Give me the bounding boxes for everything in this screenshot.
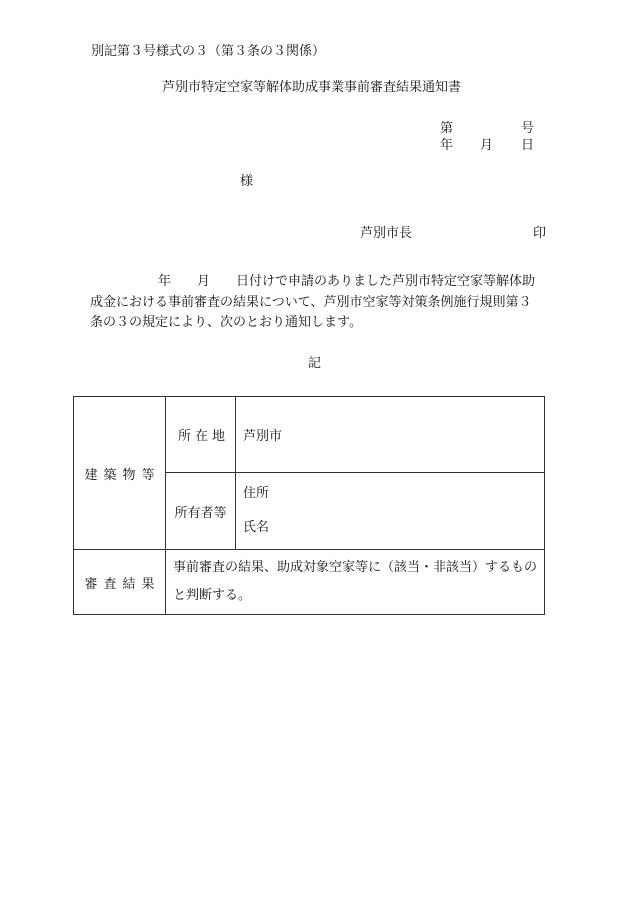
owner-details-cell: [236, 473, 545, 550]
result-text-cell: [166, 550, 545, 615]
form-table: [73, 396, 545, 615]
owner-address-label: 住所: [243, 486, 270, 501]
date-day: 日: [521, 138, 535, 153]
owner-name-label: 氏名: [243, 520, 270, 535]
owner-label-cell: [166, 473, 236, 550]
body-line: 年 月 日付けで申請のありました芦別市特定空家等解体助: [158, 274, 536, 289]
date-year: 年: [440, 138, 454, 153]
result-header: 審査結果: [84, 576, 161, 592]
owner-label: 所有者等: [174, 505, 227, 521]
addressee-suffix: 様: [240, 174, 254, 189]
body-line: 条の３の規定により、次のとおり通知します。: [90, 315, 362, 330]
result-header-cell: [74, 550, 166, 615]
location-value-cell: [236, 397, 545, 473]
date-month: 月: [480, 138, 494, 153]
building-header: 建築物等: [84, 467, 161, 483]
location-label: 所在地: [177, 429, 229, 444]
location-value: 芦別市: [243, 429, 283, 444]
ki-heading: 記: [308, 356, 322, 371]
doc-number-prefix: 第: [440, 121, 454, 136]
location-label-cell: [166, 397, 236, 473]
form-number: 別記第３号様式の３（第３条の３関係）: [91, 44, 326, 59]
building-header-cell: [74, 397, 166, 550]
document-title: 芦別市特定空家等解体助成事業事前審査結果通知書: [162, 80, 462, 95]
doc-number-suffix: 号: [521, 121, 535, 136]
body-paragraph: [90, 272, 558, 334]
table-row: [74, 397, 545, 473]
issuer-name: 芦別市長: [360, 226, 413, 241]
table-row: [74, 550, 545, 615]
result-line: と判断する。: [173, 588, 252, 603]
result-line: 事前審査の結果、助成対象空家等に（該当・非該当）するもの: [173, 560, 538, 575]
body-line: 成金における事前審査の結果について、芦別市空家等対策条例施行規則第３: [90, 294, 532, 310]
seal-mark: 印: [533, 226, 547, 241]
